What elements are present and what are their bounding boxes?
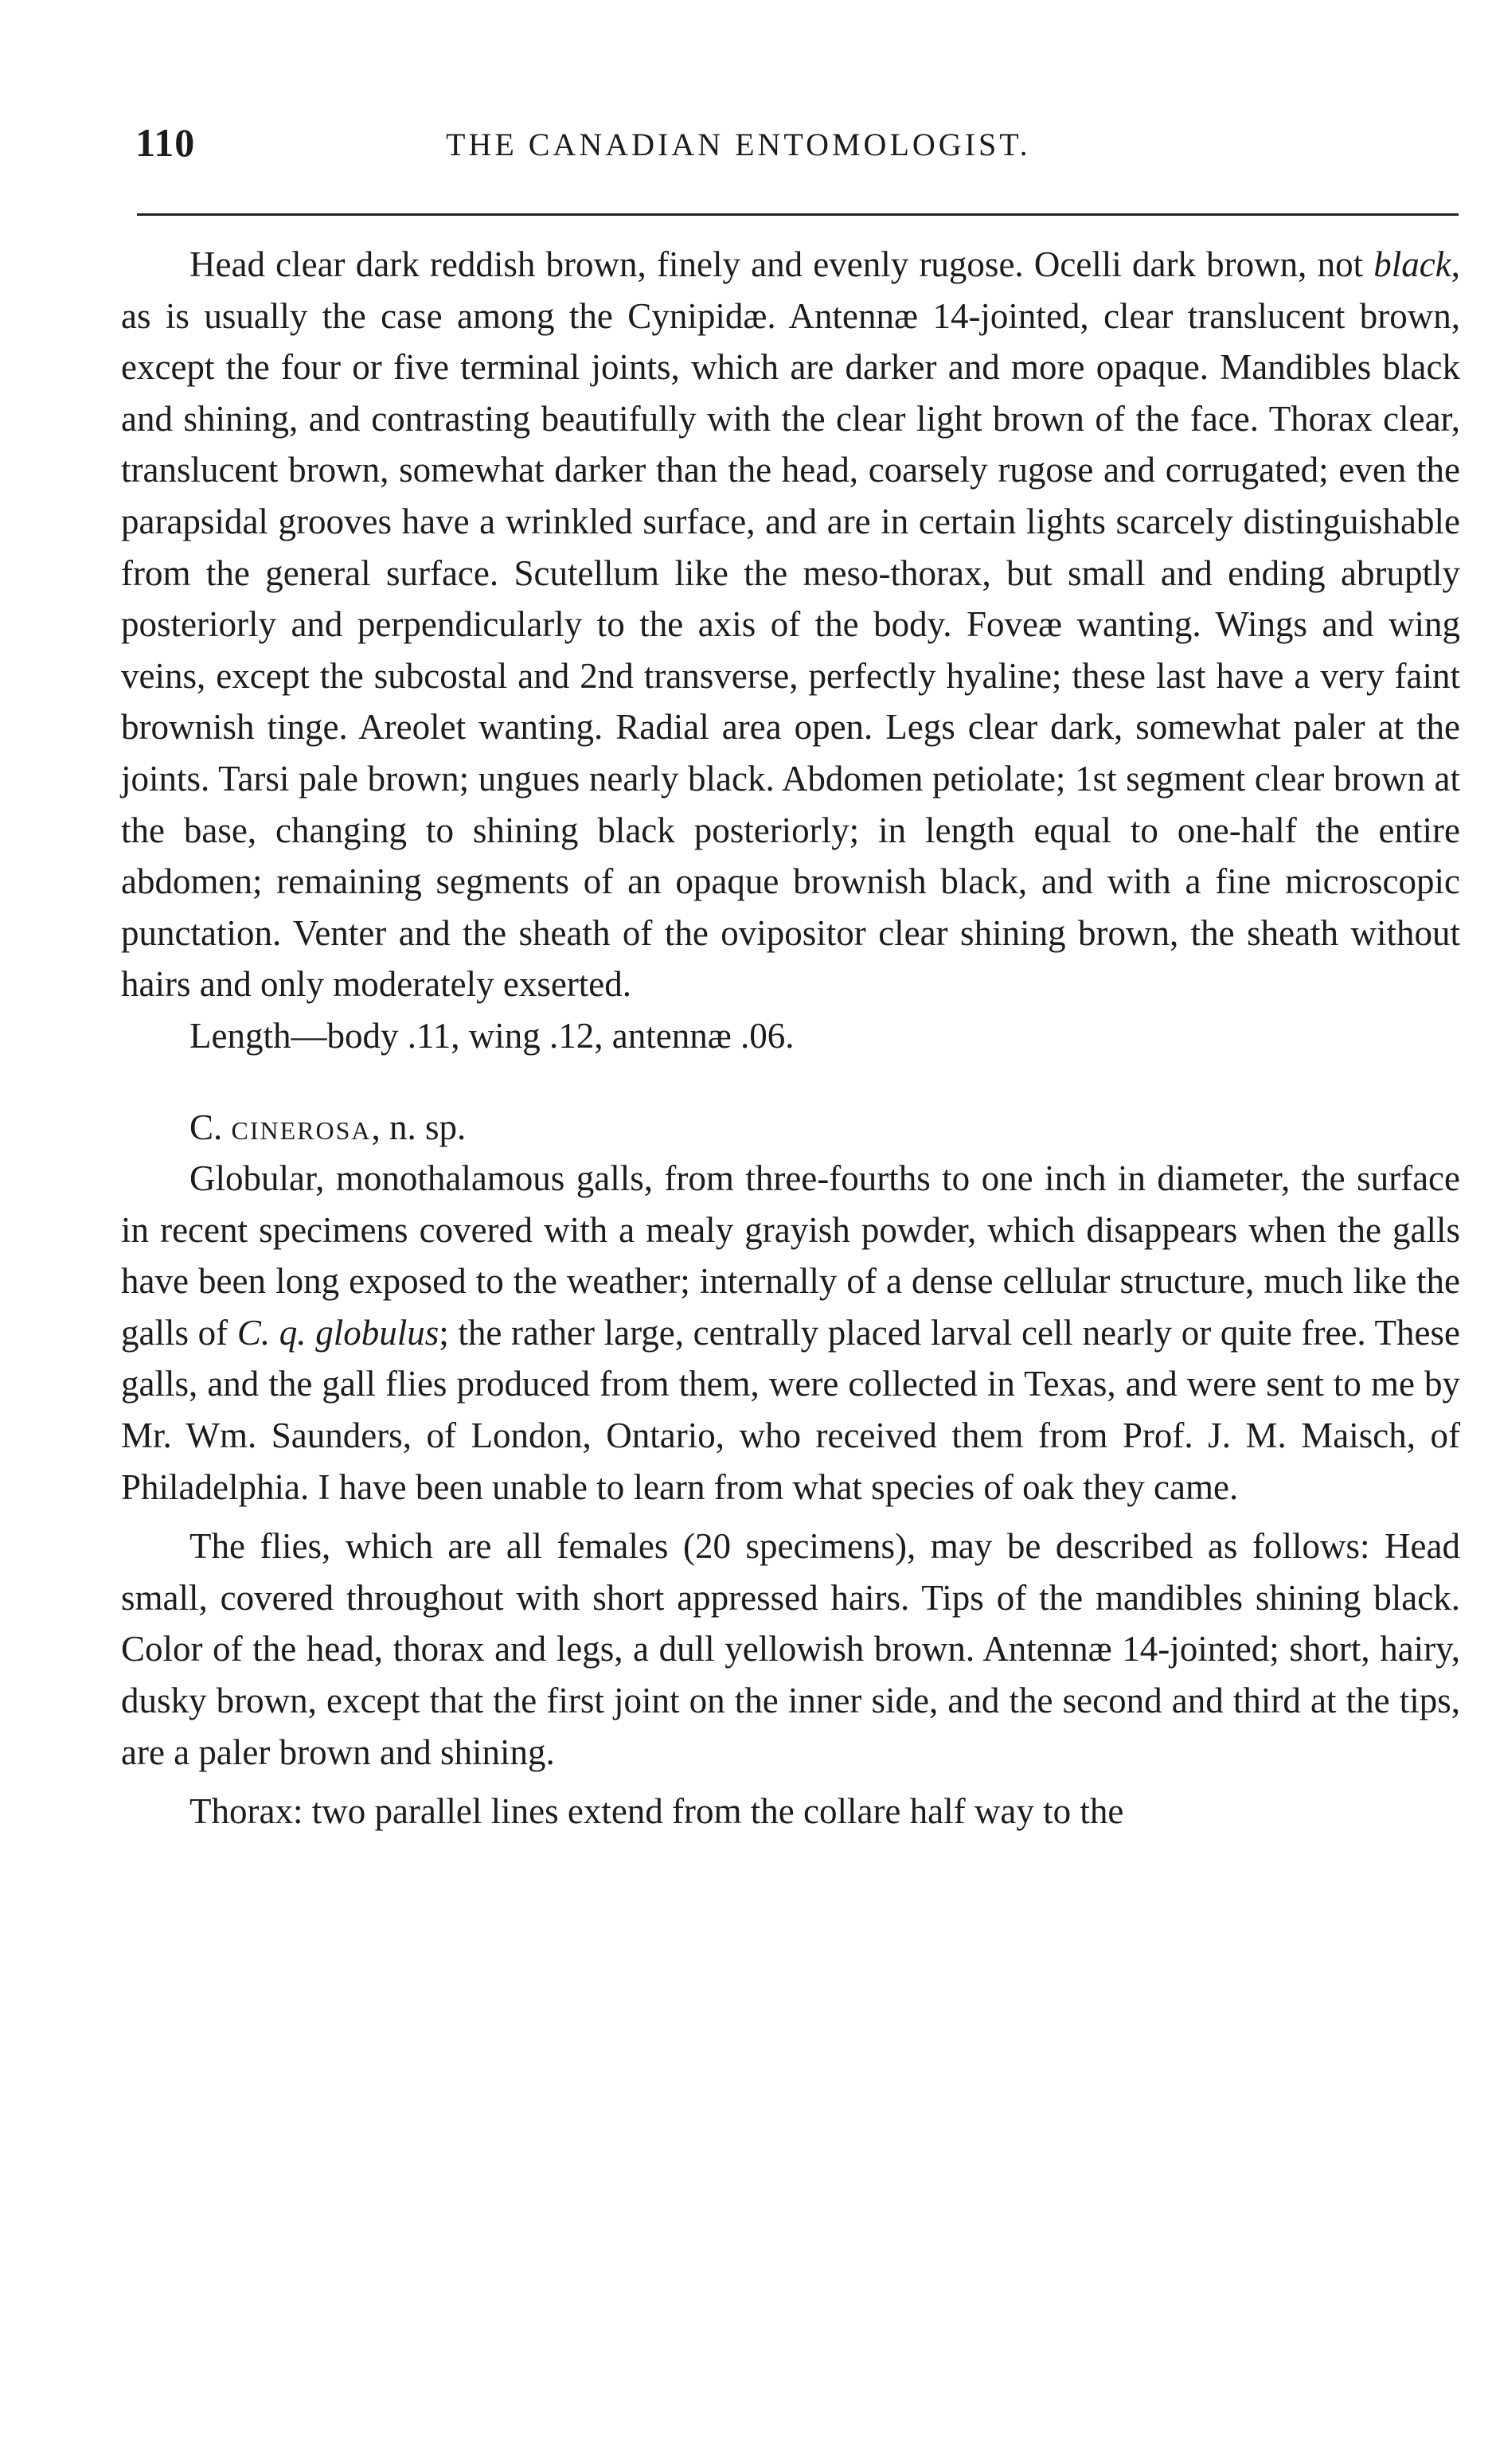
header-rule: [137, 213, 1459, 216]
thorax-paragraph: Thorax: two parallel lines extend from the collare half way to the: [189, 1791, 1124, 1832]
running-title: THE CANADIAN ENTOMOLOGIST.: [446, 127, 1031, 162]
gall-paragraph: [121, 1153, 1460, 1513]
species-genus: C.: [189, 1107, 223, 1147]
page-header: [135, 119, 1457, 183]
description-italic-black: black: [1373, 244, 1451, 284]
measurements-line: Length—body .11, wing .12, antennæ .06.: [189, 1015, 795, 1056]
species-heading: [121, 1102, 1460, 1154]
page-number: 110: [135, 120, 196, 165]
species-name: cinerosa: [231, 1107, 372, 1147]
gall-italic-species: C. q. globulus: [236, 1312, 439, 1353]
description-text-2: , as is usually the case among the Cynipidæ. Antennæ 14-jointed, clear translucent brown, except the four or five terminal joints, which are darker and more opaque. Mandibles black and shining, and contrasting beautifully with the clear light brown of the face. Thorax clear, translucent brown, somewhat darker than the head, coarsely rugose and corrugated; even the parapsidal grooves have a wrinkled surface, and are in certain lights scarcely distinguishable from the general surface. Scutellum like the meso-thorax, but small and ending abruptly posteriorly and perpendicularly to the axis of the body. Foveæ wanting. Wings and wing veins, except the subcostal and 2nd transverse, perfectly hyaline; these last have a very faint brownish tinge. Areolet wanting. Radial area open. Legs clear dark, somewhat paler at the joints. Tarsi pale brown; ungues nearly black. Abdomen petiolate; 1st segment clear brown at the base, changing to shining black posteriorly; in length equal to one-half the entire abdomen; remaining segments of an opaque brownish black, and with a fine microscopic punctation. Venter and the sheath of the ovipositor clear shining brown, the sheath without hairs and only moderately exserted.: [121, 244, 1460, 1005]
description-text-1: Head clear dark reddish brown, finely and evenly rugose. Ocelli dark brown, not: [189, 244, 1374, 284]
body-text: [121, 239, 1460, 1837]
flies-paragraph: The flies, which are all females (20 specimens), may be described as follows: Head small, covered throughout with short appressed hairs. Tips of the mandibles shining black. Color of the head, thorax and legs, a dull yellowish brown. Antennæ 14-jointed; short, hairy, dusky brown, except that the first joint on the inner side, and the second and third at the tips, are a paler brown and shining.: [121, 1526, 1460, 1772]
gall-text-2: ; the rather large, centrally placed larval cell nearly or quite free. These galls, and the gall flies produced from them, were collected in Texas, and were sent to me by Mr. Wm. Saunders, of London, Ontario, who received them from Prof. J. M. Maisch, of Philadelphia. I have been unable to learn from what species of oak they came.: [121, 1312, 1460, 1507]
species-suffix: , n. sp.: [371, 1107, 467, 1147]
gall-text-1: Globular, monothalamous galls, from three-fourths to one inch in diameter, the surface in recent specimens covered with a mealy grayish powder, which disappears when the galls have been long exposed to the weather; internally of a dense cellular structure, much like the galls of: [121, 1158, 1460, 1353]
description-paragraph: [121, 239, 1460, 1010]
